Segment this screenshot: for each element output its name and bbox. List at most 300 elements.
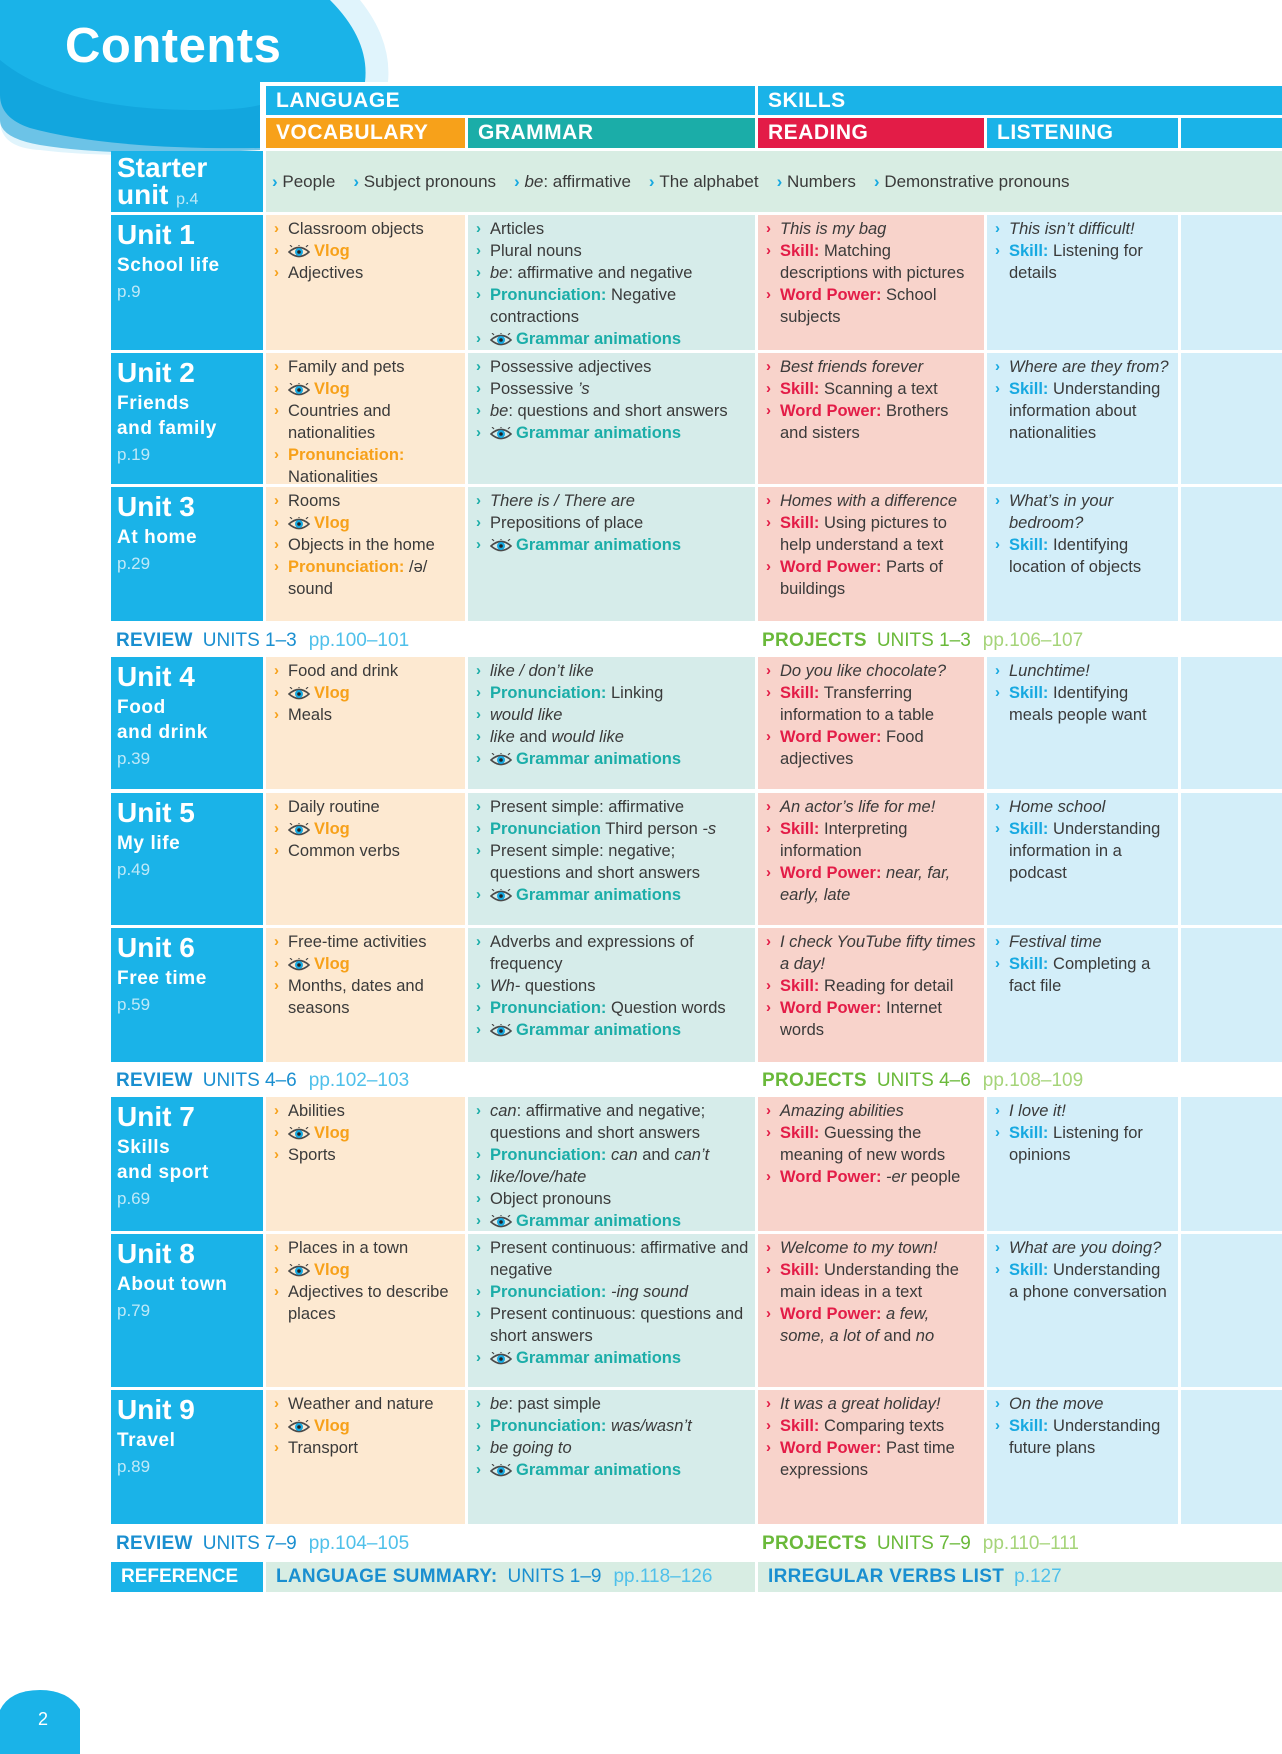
unit-number: Unit 6 <box>117 932 195 963</box>
item-text: Grammar animations <box>516 424 682 442</box>
item-text: Identifying location of objects <box>1009 536 1142 576</box>
grammar-item <box>474 1166 749 1188</box>
item-text: Parts of buildings <box>780 558 943 598</box>
unit-number: Unit 9 <box>117 1394 195 1425</box>
irregular-verbs-pages: p.127 <box>1014 1566 1062 1587</box>
item-text: Vlog <box>314 514 350 532</box>
item-text: Grammar animations <box>516 886 682 904</box>
chevron-right-icon: › <box>476 684 481 701</box>
item-text: near, far, early, late <box>780 864 951 904</box>
listening-item <box>993 240 1172 284</box>
unit-page: p.49 <box>117 860 151 879</box>
reading-item <box>764 356 978 378</box>
item-text: Skill: <box>780 684 820 702</box>
reading-cell <box>758 793 984 925</box>
grammar-item <box>474 884 749 906</box>
reading-cell <box>758 1097 984 1231</box>
chevron-right-icon: › <box>766 242 771 259</box>
projects-units: UNITS 7–9 <box>876 1533 971 1554</box>
unit-number: Unit 5 <box>117 797 195 828</box>
chevron-right-icon: › <box>995 662 1000 679</box>
vocab-item <box>272 1122 459 1144</box>
starter-item <box>353 172 496 192</box>
chevron-right-icon: › <box>274 977 279 994</box>
starter-page: p.4 <box>176 191 199 208</box>
chevron-right-icon: › <box>274 402 279 419</box>
chevron-right-icon: › <box>274 380 279 397</box>
grammar-cell <box>468 928 755 1062</box>
chevron-right-icon: › <box>995 1417 1000 1434</box>
projects-units: UNITS 4–6 <box>876 1070 971 1091</box>
header-grammar: GRAMMAR <box>468 118 755 148</box>
item-text: Meals <box>288 706 333 724</box>
extra-cell <box>1181 1390 1282 1524</box>
item-text: Where are they from? <box>1009 358 1169 376</box>
grammar-item <box>474 1459 749 1481</box>
item-text: Lunchtime! <box>1009 662 1090 680</box>
unit-number: Unit 3 <box>117 491 195 522</box>
chevron-right-icon: › <box>766 1124 771 1141</box>
item-text: Present simple: affirmative <box>490 798 685 816</box>
listening-item <box>993 1122 1172 1166</box>
chevron-right-icon: › <box>766 1417 771 1434</box>
item-text: Understanding information about nationalities <box>1009 380 1161 442</box>
unit-cell <box>111 1390 263 1524</box>
unit-page: p.9 <box>117 282 141 301</box>
grammar-cell <box>468 793 755 925</box>
review-units: UNITS 7–9 <box>202 1533 297 1554</box>
chevron-right-icon: › <box>476 1102 481 1119</box>
starter-item-text: Demonstrative pronouns <box>884 171 1070 191</box>
vocab-item <box>272 975 459 1019</box>
extra-cell <box>1181 487 1282 621</box>
grammar-item <box>474 1210 749 1231</box>
vocab-item <box>272 953 459 975</box>
unit-name: Travel <box>117 1430 176 1451</box>
item-text: Welcome to my town! <box>780 1239 938 1257</box>
reading-item <box>764 1166 978 1188</box>
chevron-right-icon: › <box>995 955 1000 972</box>
header-language: LANGUAGE <box>266 86 755 115</box>
listening-item <box>993 682 1172 726</box>
unit-page: p.59 <box>117 995 151 1014</box>
item-text: Nationalities <box>288 468 378 484</box>
extra-cell <box>1181 1097 1282 1231</box>
projects-pages: pp.110–111 <box>982 1533 1079 1554</box>
chevron-right-icon: › <box>476 1461 481 1478</box>
listening-item <box>993 1393 1172 1415</box>
unit-name: Friends <box>117 393 190 414</box>
item-text: Present simple: negative; questions and short answers <box>490 842 701 882</box>
irregular-verbs <box>758 1562 1282 1592</box>
grammar-item <box>474 1100 749 1144</box>
grammar-cell <box>468 487 755 621</box>
projects-label: PROJECTS <box>762 630 867 651</box>
eye-icon <box>288 687 310 701</box>
header-skills: SKILLS <box>758 86 1282 115</box>
listening-item <box>993 356 1172 378</box>
item-text: a few, some, a lot of <box>780 1305 930 1345</box>
vocab-item <box>272 400 459 444</box>
chevron-right-icon: › <box>274 1146 279 1163</box>
chevron-right-icon: › <box>766 999 771 1016</box>
item-text: Skill: <box>1009 684 1049 702</box>
item-text: : past simple <box>508 1395 601 1413</box>
eye-icon <box>490 1024 512 1038</box>
item-text: Pronunciation: <box>490 286 607 304</box>
chevron-right-icon: › <box>353 171 364 191</box>
grammar-item <box>474 218 749 240</box>
eye-icon <box>288 1264 310 1278</box>
review-units: UNITS 4–6 <box>202 1070 297 1091</box>
chevron-right-icon: › <box>476 424 481 441</box>
chevron-right-icon: › <box>766 1102 771 1119</box>
unit-page: p.89 <box>117 1457 151 1476</box>
review-label: REVIEW <box>116 1533 193 1554</box>
extra-cell <box>1181 1234 1282 1387</box>
vocab-item <box>272 490 459 512</box>
chevron-right-icon: › <box>274 1239 279 1256</box>
chevron-right-icon: › <box>274 684 279 701</box>
review-strip <box>106 626 409 656</box>
item-text: Object pronouns <box>490 1190 612 1208</box>
eye-icon <box>288 1127 310 1141</box>
item-text: Adverbs and expressions of frequency <box>490 933 694 973</box>
vocabulary-cell <box>266 928 465 1062</box>
starter-item-italic: be <box>524 171 544 191</box>
extra-cell <box>1181 215 1282 350</box>
chevron-right-icon: › <box>476 380 481 397</box>
item-text: Food adjectives <box>780 728 924 768</box>
item-text: Home school <box>1009 798 1106 816</box>
grammar-item <box>474 931 749 975</box>
chevron-right-icon: › <box>766 402 771 419</box>
chevron-right-icon: › <box>476 1417 481 1434</box>
extra-cell <box>1181 353 1282 484</box>
item-text: Linking <box>606 684 664 702</box>
chevron-right-icon: › <box>995 1239 1000 1256</box>
vocab-item <box>272 818 459 840</box>
listening-cell <box>987 928 1178 1062</box>
unit-cell <box>111 1234 263 1387</box>
item-text: Pronunciation: <box>288 446 405 464</box>
listening-item <box>993 1237 1172 1259</box>
eye-icon <box>288 517 310 531</box>
grammar-cell <box>468 215 755 350</box>
chevron-right-icon: › <box>476 1168 481 1185</box>
item-text: Vlog <box>314 380 350 398</box>
item-text: Pronunciation: <box>490 684 607 702</box>
unit-name: Skills <box>117 1137 171 1158</box>
chevron-right-icon: › <box>274 1124 279 1141</box>
unit-name: School life <box>117 255 220 276</box>
vocabulary-cell <box>266 657 465 789</box>
item-text: This is my bag <box>780 220 887 238</box>
chevron-right-icon: › <box>766 1395 771 1412</box>
unit-cell <box>111 928 263 1062</box>
unit-name: My life <box>117 833 181 854</box>
item-text: Food and drink <box>288 662 399 680</box>
item-text: Grammar animations <box>516 1021 682 1039</box>
chevron-right-icon: › <box>766 1168 771 1185</box>
item-text: Places in a town <box>288 1239 409 1257</box>
grammar-item <box>474 1437 749 1459</box>
item-text: like/love/hate <box>490 1168 587 1186</box>
grammar-item <box>474 284 749 328</box>
grammar-item <box>474 1281 749 1303</box>
chevron-right-icon: › <box>476 264 481 281</box>
listening-cell <box>987 1097 1178 1231</box>
chevron-right-icon: › <box>274 1439 279 1456</box>
grammar-cell <box>468 1390 755 1524</box>
listening-item <box>993 931 1172 953</box>
grammar-item <box>474 1019 749 1041</box>
chevron-right-icon: › <box>873 171 885 191</box>
item-text: Skill: <box>780 820 820 838</box>
chevron-right-icon: › <box>274 1283 279 1300</box>
reading-item <box>764 660 978 682</box>
language-summary-pages: pp.118–126 <box>613 1566 713 1587</box>
chevron-right-icon: › <box>476 1349 481 1366</box>
chevron-right-icon: › <box>766 1305 771 1322</box>
item-text: On the move <box>1009 1395 1104 1413</box>
chevron-right-icon: › <box>766 864 771 881</box>
item-text: It was a great holiday! <box>780 1395 941 1413</box>
reading-item <box>764 1259 978 1303</box>
chevron-right-icon: › <box>476 886 481 903</box>
item-text: Grammar animations <box>516 330 682 348</box>
grammar-item <box>474 818 749 840</box>
starter-item-text: Numbers <box>786 171 856 191</box>
item-text: I check YouTube fifty times a day! <box>780 933 976 973</box>
vocab-item <box>272 1100 459 1122</box>
chevron-right-icon: › <box>476 977 481 994</box>
item-text: Skill: <box>1009 1124 1049 1142</box>
chevron-right-icon: › <box>274 820 279 837</box>
vocab-item <box>272 1393 459 1415</box>
item-text: questions <box>520 977 596 995</box>
chevron-right-icon: › <box>476 1395 481 1412</box>
chevron-right-icon: › <box>766 380 771 397</box>
vocab-item <box>272 512 459 534</box>
projects-strip <box>752 626 1083 656</box>
review-label: REVIEW <box>116 1070 193 1091</box>
item-text: Brothers and sisters <box>780 402 949 442</box>
unit-name: and drink <box>117 722 208 743</box>
item-text: Identifying meals people want <box>1009 684 1147 724</box>
reading-item <box>764 862 978 906</box>
item-text: Skill: <box>1009 955 1049 973</box>
grammar-item <box>474 660 749 682</box>
listening-item <box>993 660 1172 682</box>
item-text: Grammar animations <box>516 1461 682 1479</box>
item-text: Sports <box>288 1146 336 1164</box>
item-text: Amazing abilities <box>780 1102 904 1120</box>
chevron-right-icon: › <box>766 1239 771 1256</box>
item-text: Skill: <box>1009 820 1049 838</box>
reading-item <box>764 997 978 1041</box>
reading-cell <box>758 215 984 350</box>
grammar-item <box>474 490 749 512</box>
item-text: Plural nouns <box>490 242 582 260</box>
item-text: Negative contractions <box>490 286 677 326</box>
item-text: like <box>490 728 515 746</box>
eye-icon <box>490 1464 512 1478</box>
item-text: Possessive adjectives <box>490 358 652 376</box>
item-text: Understanding the main ideas in a text <box>780 1261 959 1301</box>
unit-number: Unit 4 <box>117 661 195 692</box>
listening-item <box>993 796 1172 818</box>
item-text: Do you like chocolate? <box>780 662 947 680</box>
chevron-right-icon: › <box>274 662 279 679</box>
item-text: Listening for opinions <box>1009 1124 1143 1164</box>
vocab-item <box>272 796 459 818</box>
item-text: Past time expressions <box>780 1439 955 1479</box>
eye-icon <box>288 1420 310 1434</box>
header-vocabulary: VOCABULARY <box>266 118 465 148</box>
chevron-right-icon: › <box>766 977 771 994</box>
grammar-cell <box>468 1097 755 1231</box>
reading-item <box>764 512 978 556</box>
reading-item <box>764 1393 978 1415</box>
item-text: I love it! <box>1009 1102 1066 1120</box>
eye-icon <box>490 1352 512 1366</box>
item-text: Pronunciation: <box>490 1417 607 1435</box>
item-text: ’s <box>578 380 590 398</box>
item-text: Adjectives <box>288 264 364 282</box>
grammar-item <box>474 356 749 378</box>
item-text: Possessive <box>490 380 579 398</box>
chevron-right-icon: › <box>995 798 1000 815</box>
review-label: REVIEW <box>116 630 193 651</box>
reading-item <box>764 975 978 997</box>
reading-item <box>764 284 978 328</box>
chevron-right-icon: › <box>476 286 481 303</box>
starter-item-text: The alphabet <box>659 171 759 191</box>
listening-item <box>993 378 1172 444</box>
item-text: There is / There are <box>490 492 635 510</box>
reading-item <box>764 490 978 512</box>
item-text: Skill: <box>780 514 820 532</box>
unit-name: At home <box>117 527 198 548</box>
vocab-item <box>272 356 459 378</box>
chevron-right-icon: › <box>274 955 279 972</box>
chevron-right-icon: › <box>476 1021 481 1038</box>
item-text: can <box>611 1146 638 1164</box>
item-text: Grammar animations <box>516 1212 682 1230</box>
grammar-item <box>474 262 749 284</box>
item-text: Grammar animations <box>516 750 682 768</box>
vocabulary-cell <box>266 793 465 925</box>
item-text: was/wasn’t <box>611 1417 692 1435</box>
starter-item <box>777 172 856 192</box>
item-text: and <box>514 728 552 746</box>
unit-cell <box>111 487 263 621</box>
chevron-right-icon: › <box>766 220 771 237</box>
extra-cell <box>1181 657 1282 789</box>
unit-page: p.19 <box>117 445 151 464</box>
reading-cell <box>758 657 984 789</box>
item-text: Free-time activities <box>288 933 427 951</box>
chevron-right-icon: › <box>476 662 481 679</box>
eye-icon <box>490 1215 512 1229</box>
unit-cell <box>111 793 263 925</box>
chevron-right-icon: › <box>476 728 481 745</box>
item-text: Months, dates and seasons <box>288 977 424 1017</box>
chevron-right-icon: › <box>476 1439 481 1456</box>
item-text: Prepositions of place <box>490 514 644 532</box>
item-text: Using pictures to help understand a text <box>780 514 947 554</box>
grammar-item <box>474 422 749 444</box>
item-text: Skill: <box>1009 536 1049 554</box>
item-text: An actor’s life for me! <box>780 798 936 816</box>
item-text: Skill: <box>780 977 820 995</box>
item-text: Word Power: <box>780 402 882 420</box>
language-summary-label: LANGUAGE SUMMARY: <box>276 1566 498 1587</box>
item-text: Rooms <box>288 492 341 510</box>
item-text: This isn’t difficult! <box>1009 220 1135 238</box>
starter-item-text: Subject pronouns <box>363 171 497 191</box>
chevron-right-icon: › <box>274 558 279 575</box>
chevron-right-icon: › <box>476 798 481 815</box>
chevron-right-icon: › <box>272 171 283 191</box>
item-text: Pronunciation: <box>490 1283 607 1301</box>
chevron-right-icon: › <box>476 242 481 259</box>
reading-cell <box>758 928 984 1062</box>
vocab-item <box>272 262 459 284</box>
grammar-item <box>474 704 749 726</box>
item-text: Word Power: <box>780 999 882 1017</box>
reading-cell <box>758 1234 984 1387</box>
review-pages: pp.100–101 <box>308 630 410 651</box>
item-text: Vlog <box>314 1261 350 1279</box>
item-text: and <box>637 1146 675 1164</box>
chevron-right-icon: › <box>476 1239 481 1256</box>
item-text: /ə/ sound <box>288 558 428 598</box>
eye-icon <box>490 333 512 347</box>
vocab-item <box>272 682 459 704</box>
projects-strip <box>752 1529 1079 1559</box>
projects-units: UNITS 1–3 <box>876 630 971 651</box>
item-text: Reading for detail <box>819 977 954 995</box>
reading-item <box>764 1437 978 1481</box>
item-text: Grammar animations <box>516 536 682 554</box>
chevron-right-icon: › <box>766 1261 771 1278</box>
item-text: like / don’t like <box>490 662 594 680</box>
eye-icon <box>490 889 512 903</box>
chevron-right-icon: › <box>995 242 1000 259</box>
grammar-item <box>474 1347 749 1369</box>
vocabulary-cell <box>266 1097 465 1231</box>
item-text: can <box>490 1102 517 1120</box>
unit-page: p.79 <box>117 1301 151 1320</box>
vocabulary-cell <box>266 1390 465 1524</box>
unit-number: Unit 2 <box>117 357 195 388</box>
item-text: Daily routine <box>288 798 380 816</box>
chevron-right-icon: › <box>476 330 481 347</box>
item-text: -er <box>886 1168 907 1186</box>
reading-item <box>764 400 978 444</box>
grammar-item <box>474 748 749 770</box>
item-text: can’t <box>674 1146 710 1164</box>
item-text: -s <box>702 820 717 838</box>
reading-item <box>764 1100 978 1122</box>
chevron-right-icon: › <box>766 1439 771 1456</box>
item-text: Understanding future plans <box>1009 1417 1161 1457</box>
chevron-right-icon: › <box>766 358 771 375</box>
vocab-item <box>272 1237 459 1259</box>
projects-strip <box>752 1066 1083 1096</box>
